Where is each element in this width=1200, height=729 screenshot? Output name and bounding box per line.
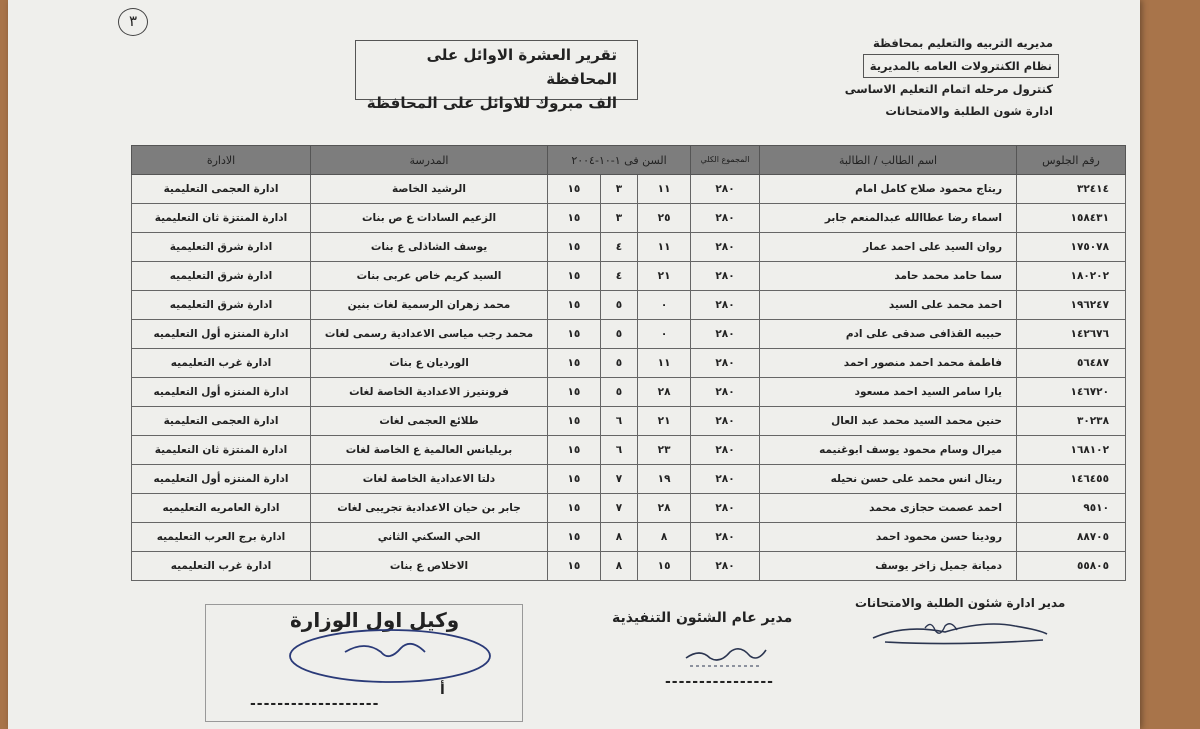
table-header-row (132, 146, 1126, 175)
administration-cell: ادارة المنتزه أول التعليميه (132, 378, 311, 407)
executive-director-signature (680, 638, 770, 670)
table-row (132, 291, 1126, 320)
administration-cell: ادارة المنتزة ثان التعليمية (132, 204, 311, 233)
table-row (132, 349, 1126, 378)
student-name-cell: حبيبه القذافى صدقى على ادم (760, 320, 1017, 349)
header-stage-control: كنترول مرحله اتمام التعليم الاساسى (844, 82, 1053, 96)
student-name-cell: فاطمة محمد احمد منصور احمد (760, 349, 1017, 378)
deputy-initial: أ (440, 682, 445, 698)
administration-cell: ادارة شرق التعليميه (132, 291, 311, 320)
age-month-cell: ٧ (600, 494, 637, 523)
age-year-cell: ١٥ (548, 552, 601, 581)
age-month-cell: ٨ (600, 523, 637, 552)
school-cell: طلائع العجمى لغات (311, 407, 548, 436)
seat-number-cell: ٣٢٤١٤ (1017, 175, 1126, 204)
deputy-title: وكيل اول الوزارة (290, 608, 460, 632)
total-cell: ٢٨٠ (691, 407, 760, 436)
total-cell: ٢٨٠ (691, 436, 760, 465)
age-day-cell: ١١ (638, 349, 691, 378)
age-year-cell: ١٥ (548, 233, 601, 262)
seat-number-cell: ٣٠٢٣٨ (1017, 407, 1126, 436)
age-year-cell: ١٥ (548, 204, 601, 233)
deputy-signature (285, 622, 495, 688)
table-row (132, 523, 1126, 552)
age-year-cell: ١٥ (548, 465, 601, 494)
table-row (132, 378, 1126, 407)
age-month-cell: ٣ (600, 204, 637, 233)
student-name-cell: احمد محمد على السيد (760, 291, 1017, 320)
seat-number-cell: ١٧٥٠٧٨ (1017, 233, 1126, 262)
seat-number-cell: ٨٨٧٠٥ (1017, 523, 1126, 552)
seat-number-cell: ٥٦٤٨٧ (1017, 349, 1126, 378)
age-day-cell: ١٥ (638, 552, 691, 581)
total-cell: ٢٨٠ (691, 494, 760, 523)
age-day-cell: ١١ (638, 233, 691, 262)
header-directorate: مديريه التربيه والتعليم بمحافظة (873, 36, 1053, 50)
col-seat-number: رقم الجلوس (1017, 146, 1126, 175)
administration-cell: ادارة شرق التعليميه (132, 262, 311, 291)
seat-number-cell: ١٦٨١٠٢ (1017, 436, 1126, 465)
affairs-director-title: مدير ادارة شئون الطلبة والامتحانات (855, 596, 1066, 610)
seat-number-cell: ١٩٦٢٤٧ (1017, 291, 1126, 320)
student-name-cell: يارا سامر السيد احمد مسعود (760, 378, 1017, 407)
total-cell: ٢٨٠ (691, 523, 760, 552)
age-year-cell: ١٥ (548, 175, 601, 204)
student-name-cell: سما حامد محمد حامد (760, 262, 1017, 291)
student-name-cell: حنين محمد السيد محمد عبد العال (760, 407, 1017, 436)
seat-number-cell: ١٨٠٢٠٢ (1017, 262, 1126, 291)
age-month-cell: ٥ (600, 378, 637, 407)
age-year-cell: ١٥ (548, 262, 601, 291)
affairs-director-signature (865, 612, 1055, 648)
age-year-cell: ١٥ (548, 291, 601, 320)
table-row (132, 320, 1126, 349)
age-day-cell: ١١ (638, 175, 691, 204)
administration-cell: ادارة غرب التعليميه (132, 349, 311, 378)
student-name-cell: دميانة جميل زاخر يوسف (760, 552, 1017, 581)
table-row (132, 175, 1126, 204)
administration-cell: ادارة المنتزه أول التعليميه (132, 465, 311, 494)
col-student-name: اسم الطالب / الطالبة (760, 146, 1017, 175)
col-administration: الادارة (132, 146, 311, 175)
total-cell: ٢٨٠ (691, 320, 760, 349)
age-year-cell: ١٥ (548, 523, 601, 552)
age-month-cell: ٥ (600, 349, 637, 378)
age-year-cell: ١٥ (548, 320, 601, 349)
school-cell: الورديان ع بنات (311, 349, 548, 378)
administration-cell: ادارة المنتزه أول التعليميه (132, 320, 311, 349)
total-cell: ٢٨٠ (691, 204, 760, 233)
school-cell: يوسف الشاذلى ع بنات (311, 233, 548, 262)
col-total: المجموع الكلي (691, 146, 760, 175)
age-day-cell: ٠ (638, 320, 691, 349)
administration-cell: ادارة العجمى التعليمية (132, 175, 311, 204)
age-month-cell: ٥ (600, 291, 637, 320)
executive-director-signature-line: ---------------- (665, 674, 774, 690)
age-year-cell: ١٥ (548, 378, 601, 407)
age-year-cell: ١٥ (548, 494, 601, 523)
col-age: السن فى ١-١٠-٢٠٠٤ (548, 146, 691, 175)
age-year-cell: ١٥ (548, 349, 601, 378)
administration-cell: ادارة برج العرب التعليميه (132, 523, 311, 552)
age-month-cell: ٤ (600, 262, 637, 291)
school-cell: دلتا الاعدادية الخاصة لغات (311, 465, 548, 494)
school-cell: بريليانس العالمية ع الخاصة لغات (311, 436, 548, 465)
school-cell: الحي السكني الثاني (311, 523, 548, 552)
age-day-cell: ٠ (638, 291, 691, 320)
total-cell: ٢٨٠ (691, 233, 760, 262)
administration-cell: ادارة المنتزة ثان التعليمية (132, 436, 311, 465)
total-cell: ٢٨٠ (691, 349, 760, 378)
table-row (132, 407, 1126, 436)
table-row (132, 552, 1126, 581)
age-month-cell: ٥ (600, 320, 637, 349)
age-day-cell: ٢٨ (638, 378, 691, 407)
school-cell: محمد رجب مياسى الاعدادية رسمى لغات (311, 320, 548, 349)
seat-number-cell: ٥٥٨٠٥ (1017, 552, 1126, 581)
header-department: ادارة شون الطلبة والامتحانات (885, 104, 1053, 118)
school-cell: الاخلاص ع بنات (311, 552, 548, 581)
school-cell: الرشيد الخاصة (311, 175, 548, 204)
total-cell: ٢٨٠ (691, 262, 760, 291)
age-day-cell: ٢١ (638, 262, 691, 291)
school-cell: محمد زهران الرسمية لغات بنين (311, 291, 548, 320)
table-row (132, 436, 1126, 465)
age-day-cell: ٢٨ (638, 494, 691, 523)
student-name-cell: ريتال انس محمد على حسن نحيله (760, 465, 1017, 494)
administration-cell: ادارة العامريه التعليميه (132, 494, 311, 523)
header-controls-system: نظام الكنترولات العامه بالمديرية (863, 54, 1059, 78)
total-cell: ٢٨٠ (691, 291, 760, 320)
total-cell: ٢٨٠ (691, 552, 760, 581)
table-row (132, 233, 1126, 262)
table-row (132, 262, 1126, 291)
total-cell: ٢٨٠ (691, 175, 760, 204)
administration-cell: ادارة شرق التعليمية (132, 233, 311, 262)
table-row (132, 204, 1126, 233)
total-cell: ٢٨٠ (691, 378, 760, 407)
age-day-cell: ٢١ (638, 407, 691, 436)
student-name-cell: ريتاج محمود صلاح كامل امام (760, 175, 1017, 204)
age-day-cell: ٢٣ (638, 436, 691, 465)
age-year-cell: ١٥ (548, 407, 601, 436)
seat-number-cell: ١٥٨٤٣١ (1017, 204, 1126, 233)
age-day-cell: ٨ (638, 523, 691, 552)
report-title-box (355, 40, 638, 112)
header-block (783, 32, 1053, 122)
age-month-cell: ٣ (600, 175, 637, 204)
seat-number-cell: ٩٥١٠ (1017, 494, 1126, 523)
age-day-cell: ٢٥ (638, 204, 691, 233)
school-cell: جابر بن حيان الاعدادية تجريبى لغات (311, 494, 548, 523)
table-row (132, 494, 1126, 523)
age-month-cell: ٨ (600, 552, 637, 581)
results-table (131, 145, 1126, 581)
report-title-line1: تقرير العشرة الاوائل على المحافظة (426, 46, 617, 88)
deputy-signature-line: ------------------- (250, 696, 380, 712)
age-year-cell: ١٥ (548, 436, 601, 465)
school-cell: فرونتيرز الاعدادية الخاصة لغات (311, 378, 548, 407)
student-name-cell: اسماء رضا عطاالله عبدالمنعم جابر (760, 204, 1017, 233)
report-title-line2: الف مبروك للاوائل على المحافظة (366, 94, 617, 112)
student-name-cell: احمد عصمت حجازى محمد (760, 494, 1017, 523)
age-month-cell: ٤ (600, 233, 637, 262)
age-month-cell: ٧ (600, 465, 637, 494)
col-school: المدرسة (311, 146, 548, 175)
administration-cell: ادارة العجمى التعليمية (132, 407, 311, 436)
seat-number-cell: ١٤٦٤٥٥ (1017, 465, 1126, 494)
school-cell: السيد كريم خاص عربى بنات (311, 262, 548, 291)
age-month-cell: ٦ (600, 436, 637, 465)
school-cell: الزعيم السادات ع ص بنات (311, 204, 548, 233)
seat-number-cell: ١٤٦٧٢٠ (1017, 378, 1126, 407)
student-name-cell: رودينا حسن محمود احمد (760, 523, 1017, 552)
age-day-cell: ١٩ (638, 465, 691, 494)
student-name-cell: روان السيد على احمد عمار (760, 233, 1017, 262)
page-number: ٣ (118, 8, 148, 36)
administration-cell: ادارة غرب التعليميه (132, 552, 311, 581)
executive-director-title: مدير عام الشئون التنفيذية (612, 610, 793, 626)
age-month-cell: ٦ (600, 407, 637, 436)
seat-number-cell: ١٤٢٦٧٦ (1017, 320, 1126, 349)
total-cell: ٢٨٠ (691, 465, 760, 494)
student-name-cell: ميرال وسام محمود يوسف ابوغنيمه (760, 436, 1017, 465)
table-row (132, 465, 1126, 494)
